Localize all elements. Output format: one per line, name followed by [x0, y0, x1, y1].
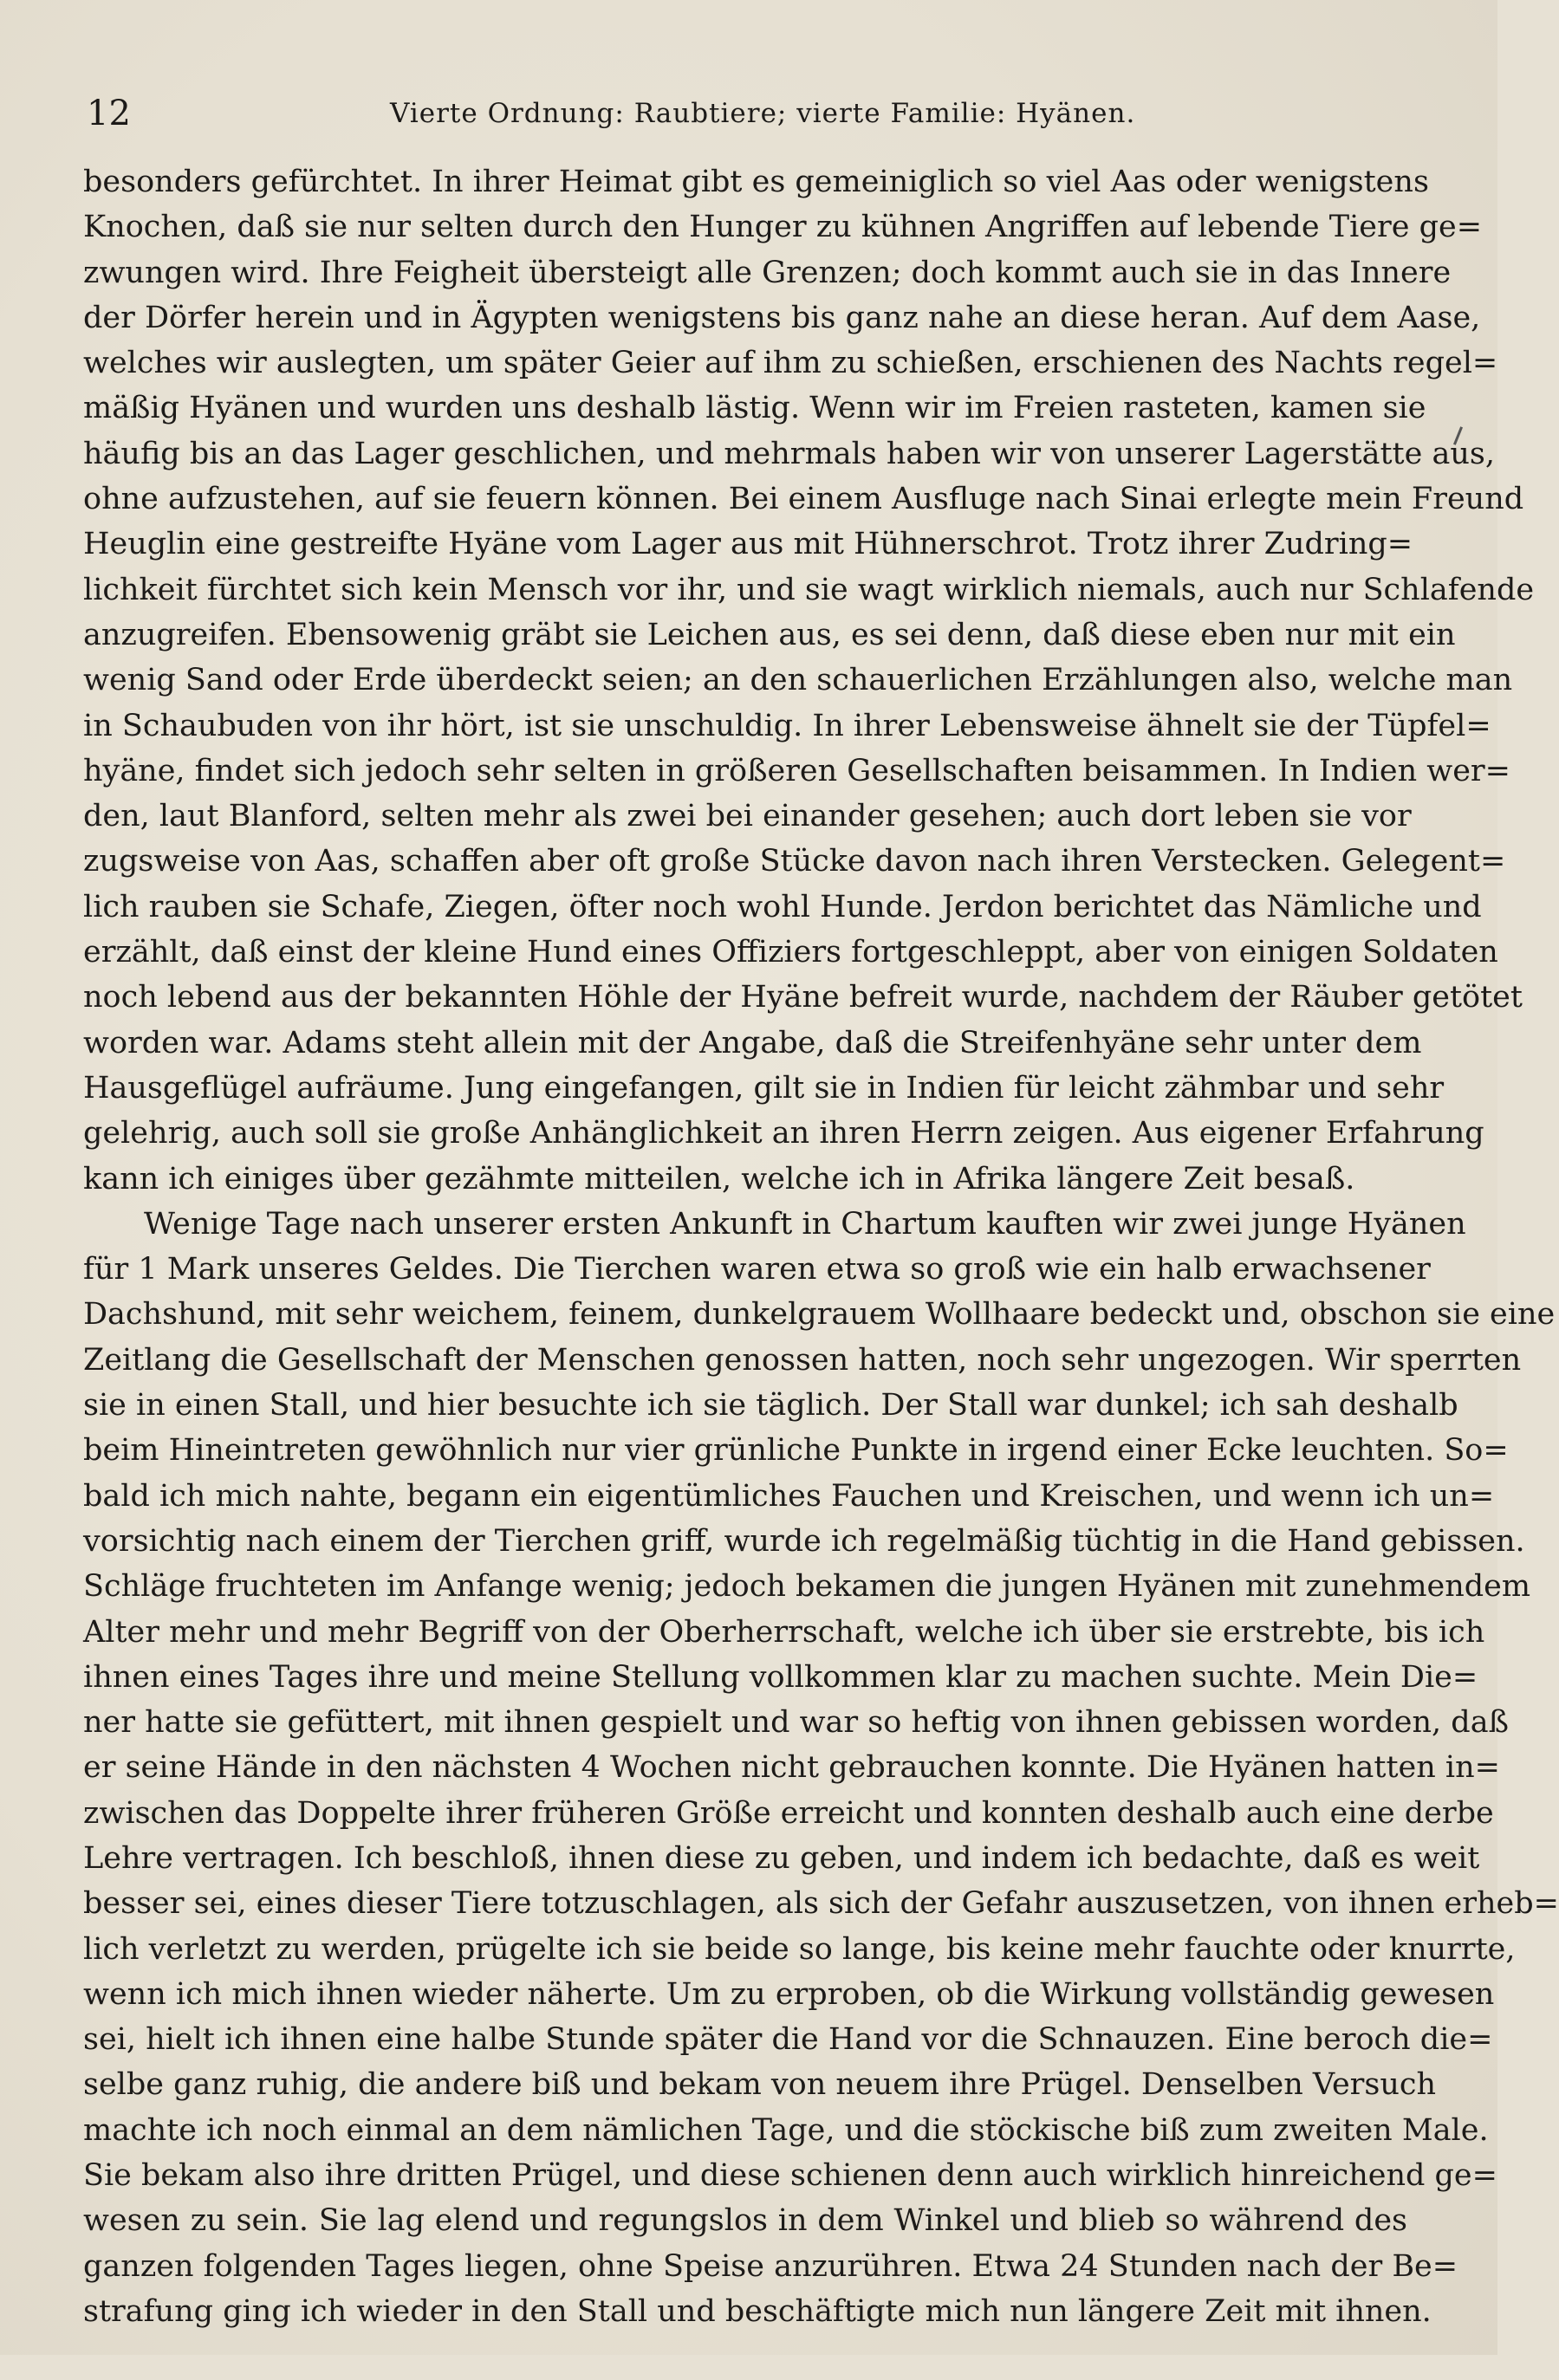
- text-line: selbe ganz ruhig, die andere biß und bekam von neuem ihre Prügel. Denselben Versuch: [83, 2067, 1437, 2103]
- text-line: strafung ging ich wieder in den Stall und beschäftigte mich nun längere Zeit mit ihnen.: [83, 2293, 1432, 2329]
- text-line: ohne aufzustehen, auf sie feuern können. Bei einem Ausfluge nach Sinai erlegte mein Freund: [83, 482, 1524, 517]
- text-line: anzugreifen. Ebensowenig gräbt sie Leichen aus, es sei denn, daß diese eben nur mit ein: [83, 617, 1456, 652]
- paragraph-start-line: Wenige Tage nach unserer ersten Ankunft in Chartum kauften wir zwei junge Hyänen: [144, 1206, 1466, 1242]
- text-line: für 1 Mark unseres Geldes. Die Tierchen waren etwa so groß wie ein halb erwachsener: [83, 1252, 1431, 1287]
- text-line: Sie bekam also ihre dritten Prügel, und diese schienen denn auch wirklich hinreichend ge=: [83, 2158, 1497, 2194]
- text-line: wenig Sand oder Erde überdeckt seien; an den schauerlichen Erzählungen also, welche man: [83, 663, 1513, 698]
- text-line: lich rauben sie Schafe, Ziegen, öfter noch wohl Hunde. Jerdon berichtet das Nämliche und: [83, 889, 1482, 924]
- text-line: wesen zu sein. Sie lag elend und regungslos in dem Winkel und blieb so während des: [83, 2203, 1407, 2239]
- text-line: sie in einen Stall, und hier besuchte ich sie täglich. Der Stall war dunkel; ich sah deshalb: [83, 1388, 1458, 1423]
- text-line: der Dörfer herein und in Ägypten wenigstens bis ganz nahe an diese heran. Auf dem Aase,: [83, 300, 1481, 335]
- text-line: beim Hineintreten gewöhnlich nur vier grünliche Punkte in irgend einer Ecke leuchten. So=: [83, 1433, 1509, 1469]
- page-number: 12: [87, 94, 131, 133]
- text-line: zwischen das Doppelte ihrer früheren Größe erreicht und konnten deshalb auch eine derbe: [83, 1795, 1494, 1831]
- paragraph-end-line: kann ich einiges über gezähmte mitteilen, welche ich in Afrika längere Zeit besaß.: [83, 1161, 1355, 1196]
- text-line: ganzen folgenden Tages liegen, ohne Speise anzurühren. Etwa 24 Stunden nach der Be=: [83, 2248, 1458, 2284]
- text-line: worden war. Adams steht allein mit der Angabe, daß die Streifenhyäne sehr unter dem: [83, 1025, 1422, 1060]
- text-line: hyäne, findet sich jedoch sehr selten in größeren Gesellschaften beisammen. In Indien wer=: [83, 753, 1510, 788]
- text-line: Alter mehr und mehr Begriff von der Oberherrschaft, welche ich über sie erstrebte, bis ich: [83, 1614, 1485, 1650]
- text-line: lich verletzt zu werden, prügelte ich sie beide so lange, bis keine mehr fauchte oder knurrte,: [83, 1931, 1516, 1967]
- page-header: [87, 90, 1404, 137]
- text-line: bald ich mich nahte, begann ein eigentümliches Fauchen und Kreischen, und wenn ich un=: [83, 1478, 1495, 1514]
- text-line: besser sei, eines dieser Tiere totzuschlagen, als sich der Gefahr auszusetzen, von ihnen erheb=: [83, 1886, 1559, 1922]
- text-line: Hausgeflügel aufräume. Jung eingefangen, gilt sie in Indien für leicht zähmbar und sehr: [83, 1070, 1445, 1106]
- text-line: Schläge fruchteten im Anfange wenig; jedoch bekamen die jungen Hyänen mit zunehmendem: [83, 1569, 1531, 1605]
- body-text: [83, 159, 1559, 2380]
- text-line: machte ich noch einmal an dem nämlichen Tage, und die stöckische biß zum zweiten Male.: [83, 2112, 1489, 2148]
- text-line: Dachshund, mit sehr weichem, feinem, dunkelgrauem Wollhaare bedeckt und, obschon sie eine: [83, 1297, 1556, 1333]
- text-line: wenn ich mich ihnen wieder näherte. Um zu erproben, ob die Wirkung vollständig gewesen: [83, 1976, 1495, 2012]
- text-line: besonders gefürchtet. In ihrer Heimat gibt es gemeiniglich so viel Aas oder wenigstens: [83, 165, 1429, 199]
- text-line: Zeitlang die Gesellschaft der Menschen genossen hatten, noch sehr ungezogen. Wir sperrten: [83, 1342, 1522, 1378]
- text-line: Knochen, daß sie nur selten durch den Hunger zu kühnen Angriffen auf lebende Tiere ge=: [83, 210, 1483, 245]
- text-line: er seine Hände in den nächsten 4 Wochen nicht gebrauchen konnte. Die Hyänen hatten in=: [83, 1750, 1500, 1786]
- text-line: erzählt, daß einst der kleine Hund eines Offiziers fortgeschleppt, aber von einigen Soldaten: [83, 935, 1498, 970]
- text-line: häufig bis an das Lager geschlichen, und mehrmals haben wir von unserer Lagerstätte aus,: [83, 436, 1495, 471]
- text-line: zugsweise von Aas, schaffen aber oft große Stücke davon nach ihren Verstecken. Gelegent=: [83, 844, 1506, 879]
- text-line: lichkeit fürchtet sich kein Mensch vor ihr, und sie wagt wirklich niemals, auch nur Schlafende: [83, 572, 1535, 607]
- text-line: noch lebend aus der bekannten Höhle der Hyäne befreit wurde, nachdem der Räuber getötet: [83, 980, 1523, 1015]
- text-line: [83, 2334, 1407, 2379]
- text-line: Lehre vertragen. Ich beschloß, ihnen diese zu geben, und indem ich bedachte, daß es weit: [83, 1840, 1480, 1876]
- running-head: Vierte Ordnung: Raubtiere; vierte Familie: Hyänen.: [390, 98, 1136, 129]
- text-line: zwungen wird. Ihre Feigheit übersteigt alle Grenzen; doch kommt auch sie in das Innere: [83, 255, 1452, 290]
- text-line: mäßig Hyänen und wurden uns deshalb lästig. Wenn wir im Freien rasteten, kamen sie: [83, 391, 1426, 426]
- text-line: sei, hielt ich ihnen eine halbe Stunde später die Hand vor die Schnauzen. Eine beroch die=: [83, 2022, 1493, 2058]
- text-line: ihnen eines Tages ihre und meine Stellung vollkommen klar zu machen suchte. Mein Die=: [83, 1659, 1478, 1695]
- text-line: gelehrig, auch soll sie große Anhänglichkeit an ihren Herrn zeigen. Aus eigener Erfahrung: [83, 1116, 1484, 1151]
- text-line: Heuglin eine gestreifte Hyäne vom Lager aus mit Hühnerschrot. Trotz ihrer Zudring=: [83, 527, 1413, 562]
- text-line: vorsichtig nach einem der Tierchen griff, wurde ich regelmäßig tüchtig in die Hand gebissen.: [83, 1523, 1525, 1559]
- text-line: in Schaubuden von ihr hört, ist sie unschuldig. In ihrer Lebensweise ähnelt sie der Tüpfel=: [83, 708, 1491, 743]
- text-line: ner hatte sie gefüttert, mit ihnen gespielt und war so heftig von ihnen gebissen worden, daß: [83, 1705, 1509, 1741]
- text-line: den, laut Blanford, selten mehr als zwei bei einander gesehen; auch dort leben sie vor: [83, 799, 1412, 834]
- text-line: welches wir auslegten, um später Geier auf ihm zu schießen, erschienen des Nachts regel=: [83, 346, 1498, 381]
